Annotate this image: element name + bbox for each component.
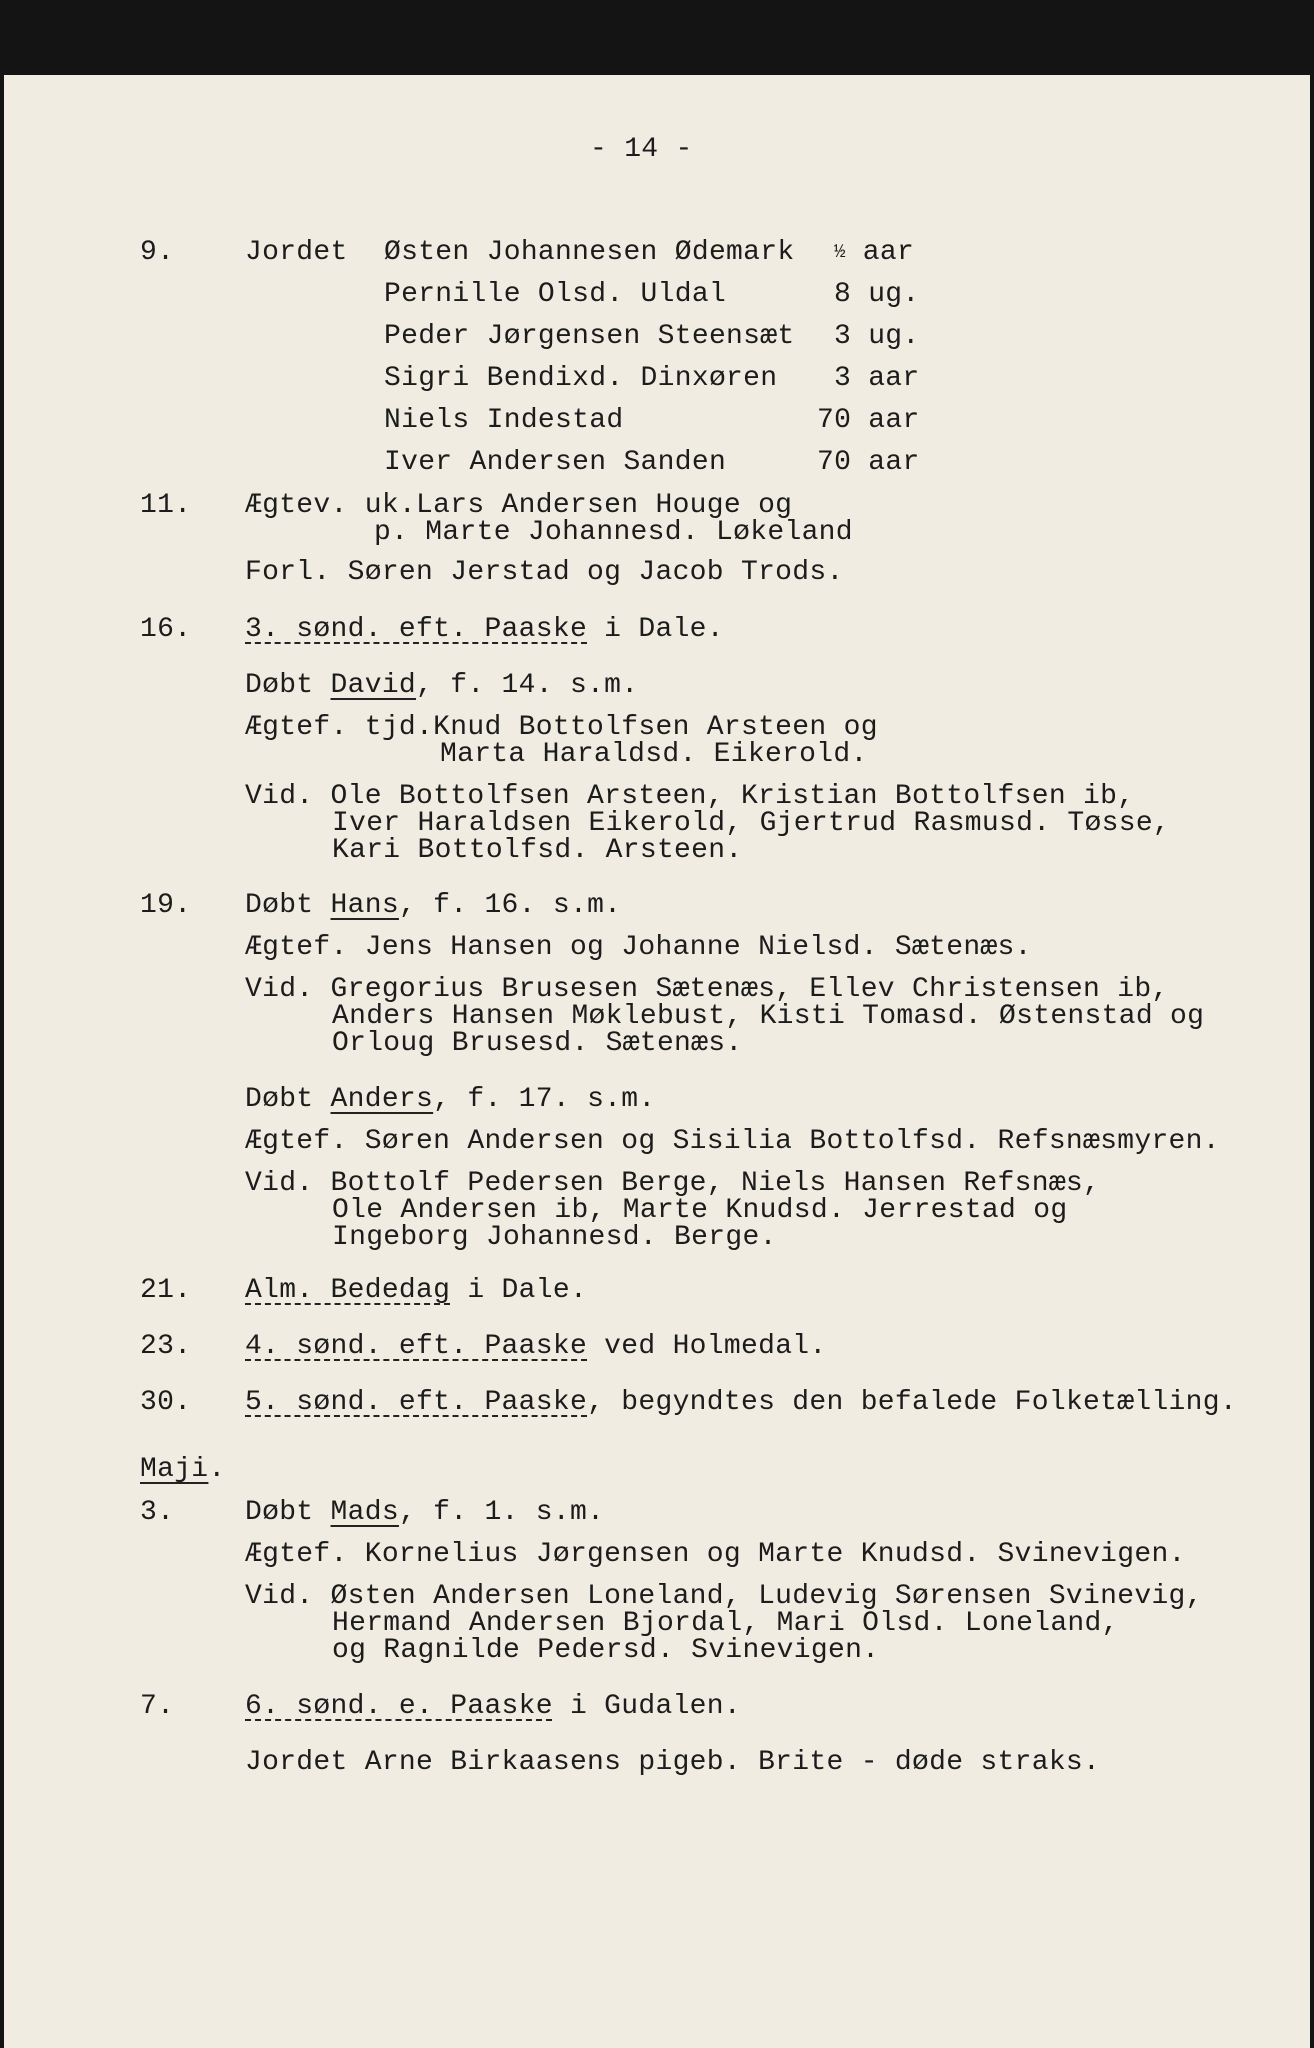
burial-name: Iver Andersen Sanden [384, 447, 727, 478]
burial-name: Peder Jørgensen Steensæt [384, 321, 795, 352]
heading-rest: , begyndtes den befalede Folketælling. [587, 1387, 1237, 1418]
witnesses-line: Ingeborg Johannesd. Berge. [332, 1222, 777, 1253]
sponsors-line: Forl. Søren Jerstad og Jacob Trods. [245, 557, 844, 588]
entry-day: 16. [140, 614, 192, 645]
heading-rest: ved Holmedal. [587, 1331, 827, 1362]
witnesses-line: Ole Andersen ib, Marte Knudsd. Jerrestad og [332, 1195, 1068, 1226]
parents-line: Ægtef. Jens Hansen og Johanne Nielsd. Sætenæs. [245, 932, 1032, 963]
marriage-line: Ægtev. uk.Lars Andersen Houge og [245, 490, 793, 521]
heading-underlined: 4. sønd. eft. Paaske [245, 1331, 588, 1362]
birth-date: , f. 14. s.m. [416, 670, 639, 701]
page-number: - 14 - [590, 134, 693, 165]
parents-line: Ægtef. Kornelius Jørgensen og Marte Knudsd. Svinevigen. [245, 1539, 1186, 1570]
sunday-heading [245, 1332, 827, 1362]
month-name: Maji [140, 1454, 209, 1485]
burial-name: Sigri Bendixd. Dinxøren [384, 363, 778, 394]
heading-rest: i Dale. [450, 1275, 588, 1306]
fraction-half: ½ [834, 241, 846, 263]
birth-date: , f. 17. s.m. [433, 1084, 656, 1115]
month-heading [140, 1455, 226, 1485]
heading-rest: i Gudalen. [552, 1691, 741, 1722]
baptism-line [245, 891, 621, 921]
birth-date: , f. 16. s.m. [398, 890, 622, 921]
feast-heading [245, 1276, 587, 1306]
burial-age: 3 ug. [834, 321, 920, 352]
burial-age: 70 aar [817, 405, 920, 436]
entry-day: 30. [140, 1387, 192, 1418]
baptism-line [245, 671, 638, 701]
burial-age: ½ aar [834, 237, 915, 268]
birth-date: , f. 1. s.m. [398, 1497, 605, 1528]
witnesses-line: Orloug Brusesd. Sætenæs. [332, 1028, 743, 1059]
witnesses-line: Kari Bottolfsd. Arsteen. [332, 835, 743, 866]
child-name: Hans [330, 890, 399, 921]
entry-day: 23. [140, 1331, 192, 1362]
sunday-heading [245, 1692, 741, 1722]
document-page [4, 75, 1310, 2048]
baptism-prefix: Døbt [245, 1497, 331, 1528]
witnesses-line: Vid. Bottolf Pedersen Berge, Niels Hansen Refsnæs, [245, 1168, 1101, 1199]
entry-day: 3. [140, 1497, 175, 1528]
heading-underlined: Alm. Bededag [245, 1275, 451, 1306]
witnesses-line: Vid. Gregorius Brusesen Sætenæs, Ellev Christensen ib, [245, 974, 1169, 1005]
baptism-line [245, 1498, 604, 1528]
child-name: Anders [330, 1084, 434, 1115]
witnesses-line: Iver Haraldsen Eikerold, Gjertrud Rasmusd. Tøsse, [332, 808, 1171, 839]
heading-underlined: 5. sønd. eft. Paaske [245, 1387, 588, 1418]
burial-age: 3 aar [834, 363, 920, 394]
witnesses-line: Vid. Østen Andersen Loneland, Ludevig Sørensen Svinevig, [245, 1581, 1203, 1612]
entry-day: 19. [140, 890, 192, 921]
burial-age: 8 ug. [834, 279, 920, 310]
burial-age: 70 aar [817, 447, 920, 478]
heading-underlined: 6. sønd. e. Paaske [245, 1691, 553, 1722]
baptism-prefix: Døbt [245, 1084, 331, 1115]
burial-name: Niels Indestad [384, 405, 624, 436]
parents-line: Ægtef. tjd.Knud Bottolfsen Arsteen og [245, 712, 878, 743]
witnesses-line: og Ragnilde Pedersd. Svinevigen. [332, 1635, 880, 1666]
witnesses-line: Hermand Andersen Bjordal, Mari Olsd. Loneland, [332, 1608, 1119, 1639]
child-name: Mads [330, 1497, 399, 1528]
child-name: David [330, 670, 417, 701]
sunday-heading [245, 615, 724, 645]
entry-day: 9. [140, 237, 175, 268]
parents-line: Marta Haraldsd. Eikerold. [440, 739, 868, 770]
baptism-prefix: Døbt [245, 890, 331, 921]
burial-label: Jordet [245, 237, 348, 268]
entry-day: 7. [140, 1691, 175, 1722]
baptism-prefix: Døbt [245, 670, 331, 701]
month-dot: . [208, 1454, 226, 1485]
baptism-line [245, 1085, 655, 1115]
sunday-heading [245, 1388, 1237, 1418]
witnesses-line: Anders Hansen Møklebust, Kisti Tomasd. Østenstad og [332, 1001, 1205, 1032]
heading-rest: i Dale. [587, 614, 724, 645]
burial-name: Østen Johannesen Ødemark [384, 237, 795, 268]
heading-underlined: 3. sønd. eft. Paaske [245, 614, 588, 645]
burial-line: Jordet Arne Birkaasens pigeb. Brite - døde straks. [245, 1747, 1101, 1778]
marriage-line: p. Marte Johannesd. Løkeland [374, 517, 853, 548]
entry-day: 11. [140, 490, 192, 521]
entry-day: 21. [140, 1275, 192, 1306]
witnesses-line: Vid. Ole Bottolfsen Arsteen, Kristian Bottolfsen ib, [245, 781, 1135, 812]
burial-name: Pernille Olsd. Uldal [384, 279, 727, 310]
parents-line: Ægtef. Søren Andersen og Sisilia Bottolfsd. Refsnæsmyren. [245, 1126, 1220, 1157]
